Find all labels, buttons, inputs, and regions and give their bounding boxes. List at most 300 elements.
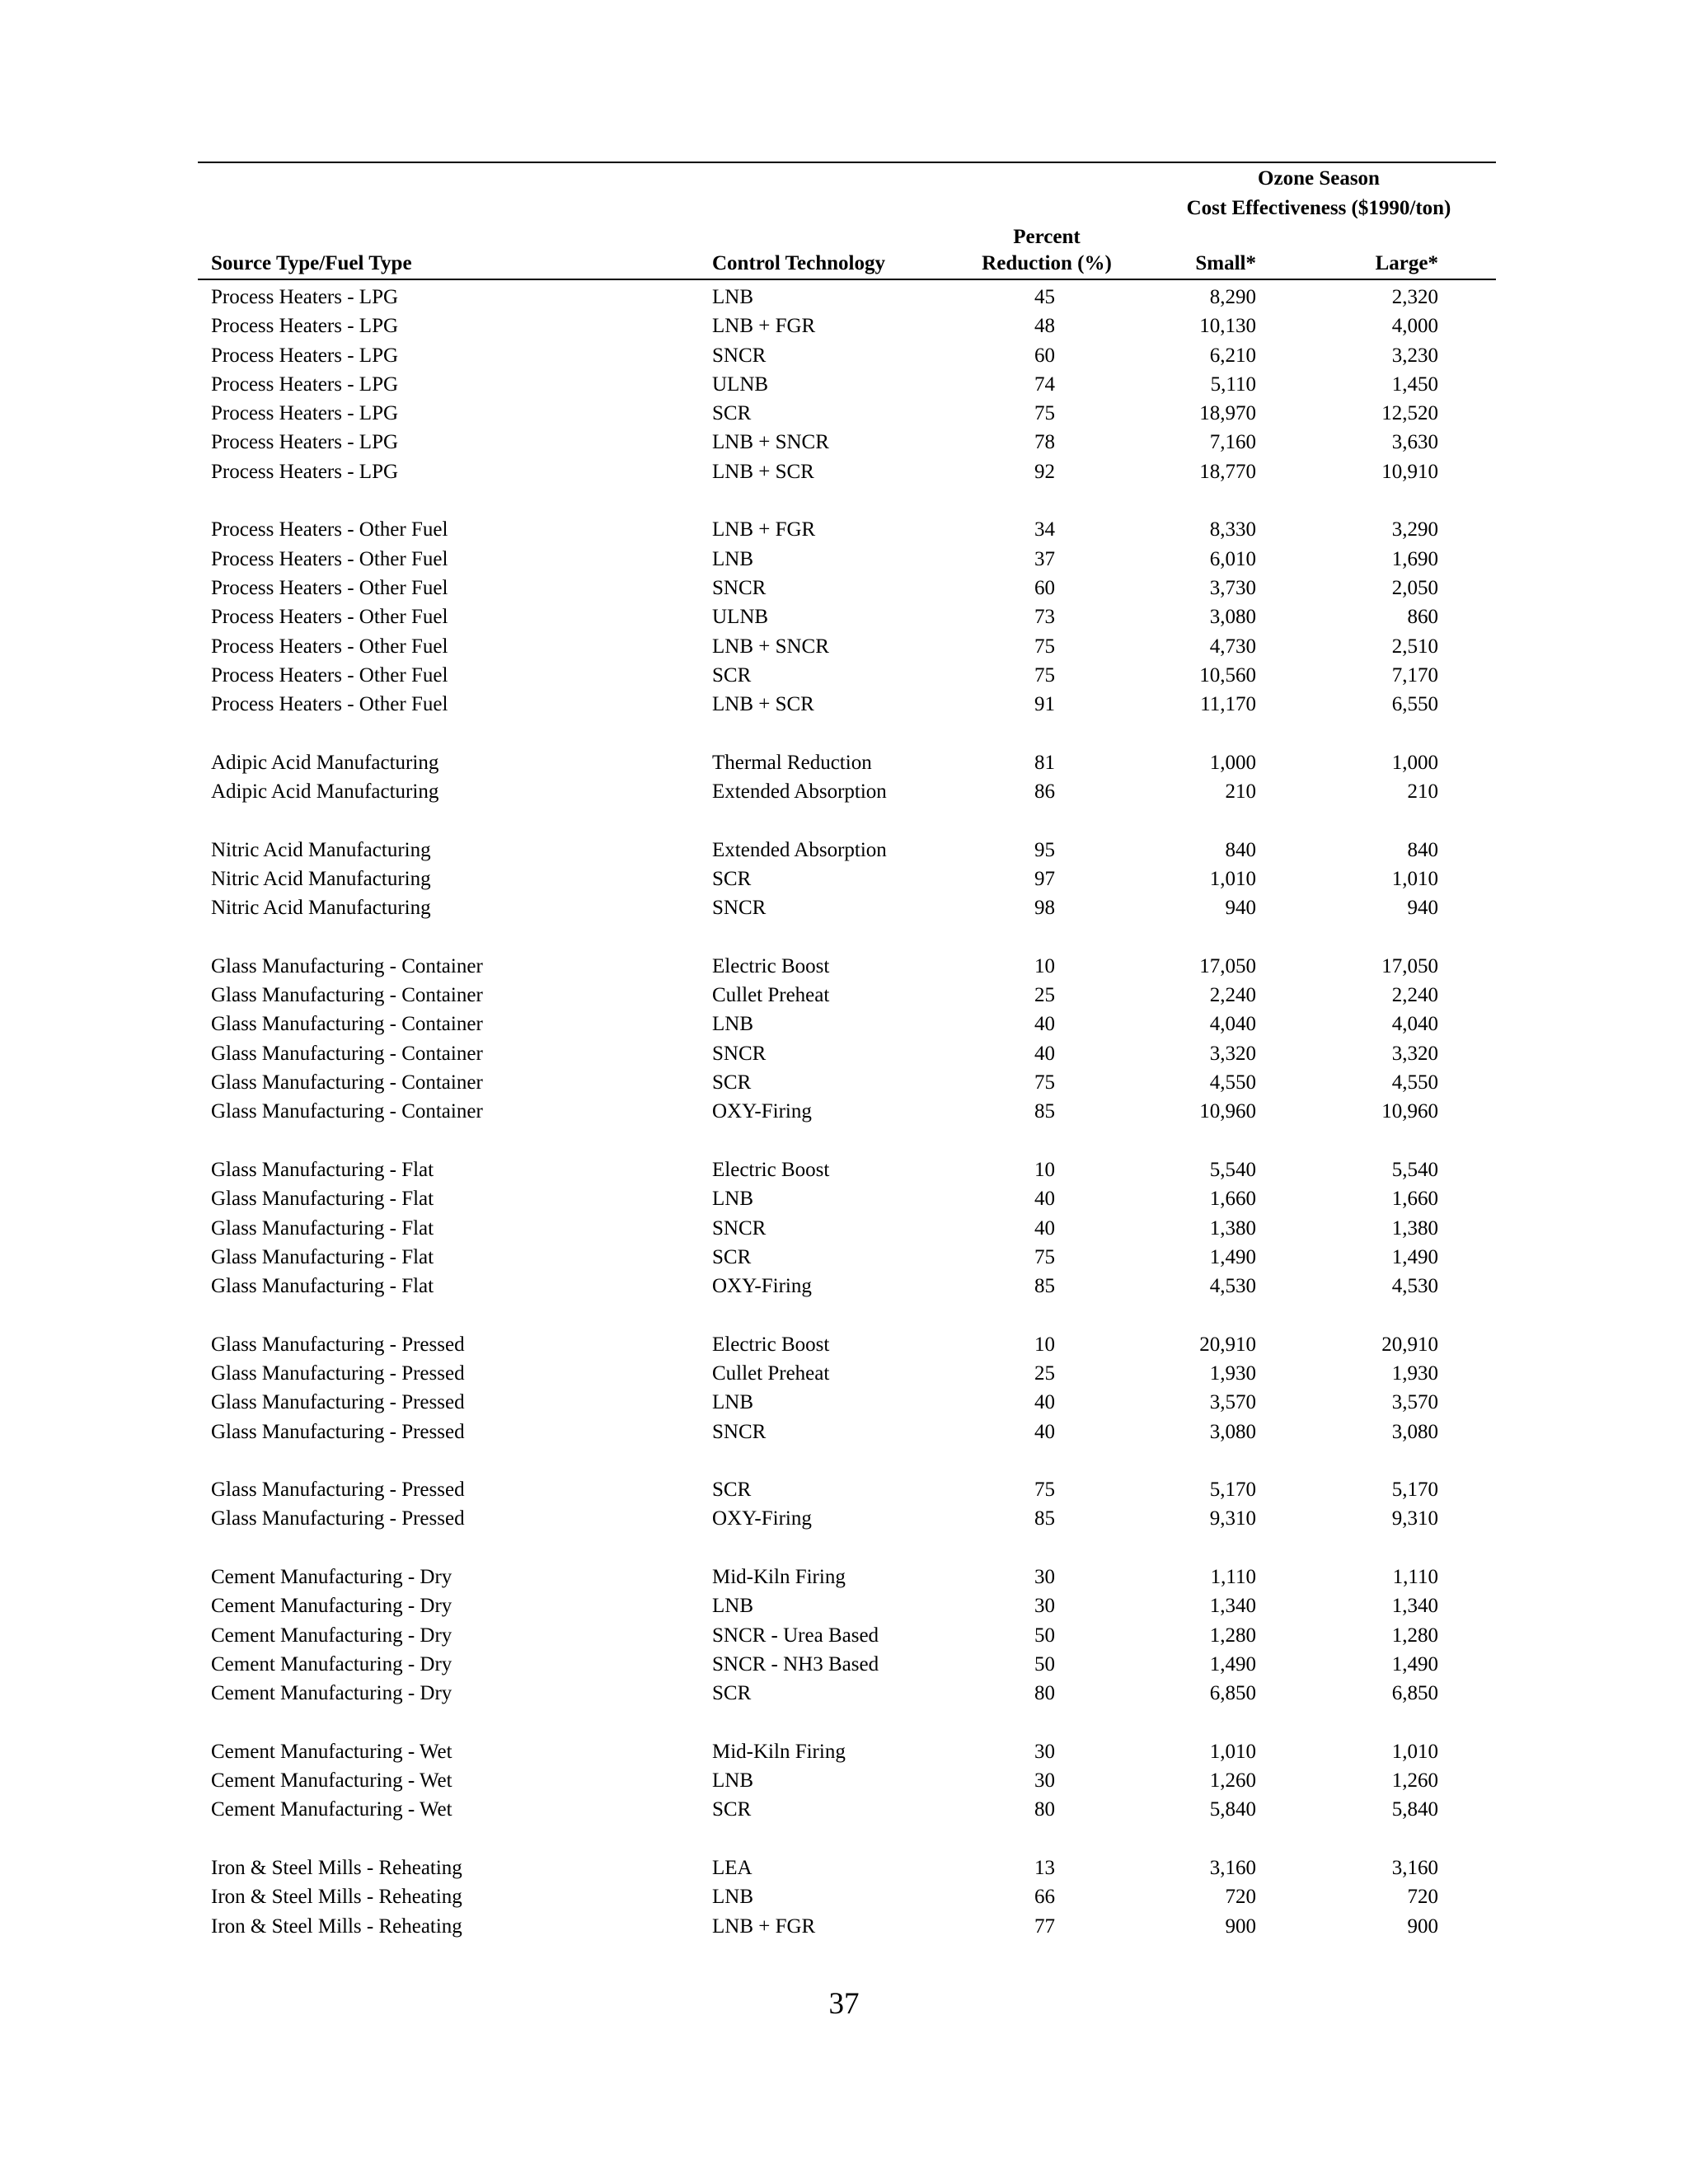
table-row [0, 1155, 1688, 1184]
percent-reduction-cell: 10 [1034, 1158, 1055, 1181]
large-cost-cell: 1,280 [1391, 1624, 1438, 1647]
small-cost-cell: 2,240 [1209, 984, 1256, 1007]
source-cell: Glass Manufacturing - Flat [211, 1245, 434, 1268]
control-technology-cell: Cullet Preheat [712, 1361, 830, 1385]
control-technology-cell: Thermal Reduction [712, 751, 872, 774]
percent-reduction-cell: 37 [1034, 547, 1055, 570]
large-cost-cell: 3,320 [1391, 1042, 1438, 1065]
large-cost-cell: 1,490 [1391, 1652, 1438, 1675]
small-header: Small* [1195, 252, 1256, 274]
control-technology-header: Control Technology [712, 252, 885, 274]
large-cost-cell: 4,530 [1391, 1275, 1438, 1298]
large-header: Large* [1375, 252, 1438, 274]
group-spacer [0, 1301, 1688, 1329]
table-row [0, 1504, 1688, 1533]
table-row [0, 602, 1688, 631]
source-cell: Glass Manufacturing - Flat [211, 1216, 434, 1240]
small-cost-cell: 900 [1225, 1915, 1256, 1938]
large-cost-cell: 5,540 [1391, 1158, 1438, 1181]
source-cell: Adipic Acid Manufacturing [211, 780, 439, 804]
percent-reduction-cell: 25 [1034, 1361, 1055, 1385]
control-technology-cell: LNB + FGR [712, 518, 816, 541]
small-cost-cell: 11,170 [1200, 693, 1256, 716]
control-technology-cell: Electric Boost [712, 1333, 830, 1356]
percent-reduction-cell: 40 [1034, 1042, 1055, 1065]
table-row [0, 1418, 1688, 1446]
small-cost-cell: 8,290 [1209, 286, 1256, 308]
control-technology-cell: SCR [712, 1798, 752, 1821]
small-cost-cell: 10,960 [1199, 1100, 1256, 1123]
control-technology-cell: LNB [712, 1886, 753, 1909]
small-cost-cell: 1,490 [1209, 1652, 1256, 1675]
control-technology-cell: LNB [712, 1013, 753, 1036]
percent-reduction-cell: 10 [1034, 1333, 1055, 1356]
small-cost-cell: 5,170 [1209, 1479, 1256, 1502]
control-technology-cell: SNCR [712, 576, 767, 599]
percent-reduction-cell: 40 [1034, 1216, 1055, 1240]
large-cost-cell: 1,010 [1391, 1740, 1438, 1763]
table-row [0, 574, 1688, 602]
small-cost-cell: 18,770 [1199, 460, 1256, 483]
percent-reduction-cell: 34 [1034, 518, 1055, 541]
table-row [0, 836, 1688, 865]
percent-reduction-cell: 30 [1034, 1566, 1055, 1589]
large-cost-cell: 10,910 [1381, 460, 1438, 483]
source-cell: Glass Manufacturing - Container [211, 1100, 483, 1123]
source-cell: Cement Manufacturing - Wet [211, 1740, 452, 1763]
small-cost-cell: 1,490 [1209, 1245, 1256, 1268]
control-technology-cell: LNB [712, 1188, 753, 1211]
control-technology-cell: OXY-Firing [712, 1275, 812, 1298]
large-cost-cell: 4,000 [1391, 315, 1438, 338]
large-cost-cell: 3,630 [1391, 431, 1438, 454]
small-cost-cell: 5,110 [1210, 373, 1256, 396]
percent-reduction-cell: 80 [1034, 1682, 1055, 1705]
control-technology-cell: OXY-Firing [712, 1507, 812, 1530]
source-cell: Process Heaters - LPG [211, 460, 399, 483]
small-cost-cell: 6,010 [1209, 547, 1256, 570]
large-cost-cell: 3,160 [1391, 1857, 1438, 1880]
percent-reduction-cell: 30 [1034, 1595, 1055, 1618]
small-cost-cell: 3,160 [1209, 1857, 1256, 1880]
large-cost-cell: 6,550 [1391, 693, 1438, 716]
large-cost-cell: 2,050 [1391, 576, 1438, 599]
small-cost-cell: 3,320 [1209, 1042, 1256, 1065]
control-technology-cell: Electric Boost [712, 954, 830, 977]
cost-effectiveness-header: Cost Effectiveness ($1990/ton) [1186, 197, 1451, 219]
control-technology-cell: LNB + FGR [712, 315, 816, 338]
large-cost-cell: 6,850 [1391, 1682, 1438, 1705]
small-cost-cell: 1,930 [1209, 1361, 1256, 1385]
source-cell: Process Heaters - Other Fuel [211, 606, 448, 629]
table-row [0, 370, 1688, 399]
group-spacer [0, 1127, 1688, 1155]
small-cost-cell: 4,730 [1209, 635, 1256, 658]
large-cost-cell: 5,840 [1391, 1798, 1438, 1821]
small-cost-cell: 17,050 [1199, 954, 1256, 977]
source-cell: Process Heaters - LPG [211, 402, 399, 425]
percent-reduction-cell: 78 [1034, 431, 1055, 454]
source-cell: Cement Manufacturing - Dry [211, 1566, 452, 1589]
percent-reduction-cell: 92 [1034, 460, 1055, 483]
large-cost-cell: 3,570 [1391, 1391, 1438, 1414]
control-technology-cell: LNB + SNCR [712, 635, 829, 658]
source-cell: Process Heaters - LPG [211, 431, 399, 454]
percent-reduction-cell: 85 [1034, 1275, 1055, 1298]
percent-reduction-cell: 73 [1034, 606, 1055, 629]
source-cell: Process Heaters - Other Fuel [211, 547, 448, 570]
control-technology-cell: SCR [712, 1479, 752, 1502]
percent-reduction-cell: 81 [1034, 751, 1055, 774]
source-cell: Glass Manufacturing - Container [211, 1013, 483, 1036]
table-row [0, 341, 1688, 370]
small-cost-cell: 10,560 [1199, 663, 1256, 687]
source-cell: Process Heaters - LPG [211, 315, 399, 338]
table-row [0, 1882, 1688, 1911]
header-rule [198, 279, 1496, 280]
group-spacer [0, 486, 1688, 515]
table-row [0, 457, 1688, 486]
large-cost-cell: 2,240 [1391, 984, 1438, 1007]
small-cost-cell: 1,010 [1209, 1740, 1256, 1763]
percent-reduction-cell: 91 [1034, 693, 1055, 716]
small-cost-cell: 1,010 [1209, 867, 1256, 890]
control-technology-cell: ULNB [712, 606, 769, 629]
table-row [0, 981, 1688, 1010]
percent-reduction-cell: 75 [1034, 1071, 1055, 1094]
source-cell: Glass Manufacturing - Pressed [211, 1420, 465, 1443]
control-technology-cell: SNCR [712, 1216, 767, 1240]
large-cost-cell: 1,000 [1391, 751, 1438, 774]
large-cost-cell: 1,490 [1391, 1245, 1438, 1268]
table-row [0, 1475, 1688, 1504]
control-technology-cell: Mid-Kiln Firing [712, 1566, 846, 1589]
source-cell: Cement Manufacturing - Dry [211, 1624, 452, 1647]
small-cost-cell: 5,840 [1209, 1798, 1256, 1821]
group-spacer [0, 1708, 1688, 1737]
table-row [0, 1388, 1688, 1417]
table-row [0, 283, 1688, 312]
control-technology-cell: LNB [712, 547, 753, 570]
large-cost-cell: 20,910 [1381, 1333, 1438, 1356]
large-cost-cell: 3,290 [1391, 518, 1438, 541]
percent-reduction-cell: 50 [1034, 1652, 1055, 1675]
source-cell: Glass Manufacturing - Pressed [211, 1391, 465, 1414]
source-cell: Iron & Steel Mills - Reheating [211, 1886, 462, 1909]
small-cost-cell: 3,570 [1209, 1391, 1256, 1414]
table-row [0, 748, 1688, 777]
percent-reduction-cell: 80 [1034, 1798, 1055, 1821]
large-cost-cell: 2,320 [1391, 286, 1438, 308]
source-cell: Nitric Acid Manufacturing [211, 838, 431, 861]
control-technology-cell: Mid-Kiln Firing [712, 1740, 846, 1763]
group-spacer [0, 923, 1688, 952]
table-body [0, 283, 1688, 1941]
percent-reduction-cell: 75 [1034, 1245, 1055, 1268]
table-row [0, 1912, 1688, 1941]
source-cell: Glass Manufacturing - Pressed [211, 1361, 465, 1385]
table-row [0, 1795, 1688, 1824]
source-cell: Iron & Steel Mills - Reheating [211, 1857, 462, 1880]
source-cell: Process Heaters - LPG [211, 373, 399, 396]
table-row [0, 1650, 1688, 1679]
source-cell: Glass Manufacturing - Pressed [211, 1333, 465, 1356]
table-row [0, 1737, 1688, 1766]
control-technology-cell: ULNB [712, 373, 769, 396]
percent-reduction-cell: 77 [1034, 1915, 1055, 1938]
control-technology-cell: SNCR [712, 344, 767, 367]
small-cost-cell: 1,660 [1209, 1188, 1256, 1211]
small-cost-cell: 5,540 [1209, 1158, 1256, 1181]
large-cost-cell: 3,230 [1391, 344, 1438, 367]
control-technology-cell: LEA [712, 1857, 753, 1880]
small-cost-cell: 1,000 [1209, 751, 1256, 774]
top-rule [198, 162, 1496, 163]
control-technology-cell: SCR [712, 1682, 752, 1705]
large-cost-cell: 9,310 [1391, 1507, 1438, 1530]
small-cost-cell: 7,160 [1209, 431, 1256, 454]
small-cost-cell: 3,080 [1209, 1420, 1256, 1443]
source-type-header: Source Type/Fuel Type [211, 252, 412, 274]
percent-reduction-cell: 40 [1034, 1188, 1055, 1211]
table-row [0, 893, 1688, 922]
small-cost-cell: 8,330 [1209, 518, 1256, 541]
percent-reduction-cell: 75 [1034, 635, 1055, 658]
table-row [0, 952, 1688, 981]
source-cell: Nitric Acid Manufacturing [211, 897, 431, 920]
percent-reduction-cell: 85 [1034, 1507, 1055, 1530]
page-number: 37 [828, 1987, 860, 2021]
large-cost-cell: 1,340 [1391, 1595, 1438, 1618]
small-cost-cell: 1,280 [1209, 1624, 1256, 1647]
large-cost-cell: 860 [1407, 606, 1438, 629]
small-cost-cell: 6,210 [1209, 344, 1256, 367]
table-row [0, 1330, 1688, 1359]
percent-reduction-cell: 60 [1034, 344, 1055, 367]
percent-reduction-cell: 50 [1034, 1624, 1055, 1647]
table-row [0, 1243, 1688, 1272]
small-cost-cell: 840 [1225, 838, 1256, 861]
control-technology-cell: SCR [712, 1071, 752, 1094]
large-cost-cell: 720 [1407, 1886, 1438, 1909]
table-row [0, 1184, 1688, 1213]
percent-reduction-cell: 98 [1034, 897, 1055, 920]
control-technology-cell: LNB [712, 1595, 753, 1618]
percent-reduction-cell: 30 [1034, 1740, 1055, 1763]
table-row [0, 1766, 1688, 1795]
group-spacer [0, 1825, 1688, 1854]
percent-reduction-cell: 75 [1034, 1479, 1055, 1502]
large-cost-cell: 1,110 [1392, 1566, 1438, 1589]
control-technology-cell: LNB [712, 1769, 753, 1793]
small-cost-cell: 6,850 [1209, 1682, 1256, 1705]
percent-reduction-cell: 40 [1034, 1391, 1055, 1414]
percent-header: Percent [1013, 226, 1081, 248]
table-row [0, 545, 1688, 574]
percent-reduction-cell: 48 [1034, 315, 1055, 338]
table-row [0, 1068, 1688, 1097]
percent-reduction-cell: 25 [1034, 984, 1055, 1007]
large-cost-cell: 1,450 [1391, 373, 1438, 396]
percent-reduction-cell: 97 [1034, 867, 1055, 890]
source-cell: Cement Manufacturing - Dry [211, 1652, 452, 1675]
control-technology-cell: Cullet Preheat [712, 984, 830, 1007]
source-cell: Process Heaters - Other Fuel [211, 693, 448, 716]
table-row [0, 399, 1688, 428]
table-row [0, 1591, 1688, 1620]
small-cost-cell: 10,130 [1199, 315, 1256, 338]
group-spacer [0, 806, 1688, 835]
control-technology-cell: SNCR - NH3 Based [712, 1652, 879, 1675]
large-cost-cell: 1,380 [1391, 1216, 1438, 1240]
source-cell: Glass Manufacturing - Flat [211, 1158, 434, 1181]
control-technology-cell: Extended Absorption [712, 838, 887, 861]
control-technology-cell: SNCR [712, 1042, 767, 1065]
percent-reduction-cell: 60 [1034, 576, 1055, 599]
group-spacer [0, 719, 1688, 748]
control-technology-cell: LNB [712, 286, 753, 308]
percent-reduction-cell: 75 [1034, 663, 1055, 687]
source-cell: Cement Manufacturing - Wet [211, 1769, 452, 1793]
table-row [0, 632, 1688, 661]
source-cell: Glass Manufacturing - Flat [211, 1275, 434, 1298]
table-row [0, 1272, 1688, 1301]
source-cell: Glass Manufacturing - Pressed [211, 1507, 465, 1530]
control-technology-cell: LNB + SCR [712, 460, 814, 483]
source-cell: Glass Manufacturing - Pressed [211, 1479, 465, 1502]
control-technology-cell: OXY-Firing [712, 1100, 812, 1123]
table-row [0, 1214, 1688, 1243]
large-cost-cell: 1,660 [1391, 1188, 1438, 1211]
source-cell: Process Heaters - LPG [211, 344, 399, 367]
large-cost-cell: 900 [1407, 1915, 1438, 1938]
source-cell: Process Heaters - Other Fuel [211, 635, 448, 658]
percent-reduction-cell: 45 [1034, 286, 1055, 308]
percent-reduction-cell: 66 [1034, 1886, 1055, 1909]
table-row [0, 865, 1688, 893]
small-cost-cell: 210 [1225, 780, 1256, 804]
control-technology-cell: SCR [712, 867, 752, 890]
source-cell: Process Heaters - Other Fuel [211, 576, 448, 599]
large-cost-cell: 4,550 [1391, 1071, 1438, 1094]
ozone-season-header: Ozone Season [1258, 167, 1380, 190]
table-row [0, 1854, 1688, 1882]
source-cell: Process Heaters - Other Fuel [211, 663, 448, 687]
percent-reduction-cell: 75 [1034, 402, 1055, 425]
source-cell: Glass Manufacturing - Flat [211, 1188, 434, 1211]
table-row [0, 1621, 1688, 1650]
reduction-header: Reduction (%) [982, 252, 1112, 274]
table-row [0, 777, 1688, 806]
table-row [0, 1679, 1688, 1708]
source-cell: Process Heaters - LPG [211, 286, 399, 308]
control-technology-cell: LNB + SCR [712, 693, 814, 716]
small-cost-cell: 9,310 [1209, 1507, 1256, 1530]
source-cell: Glass Manufacturing - Container [211, 954, 483, 977]
group-spacer [0, 1534, 1688, 1563]
small-cost-cell: 4,530 [1209, 1275, 1256, 1298]
percent-reduction-cell: 40 [1034, 1013, 1055, 1036]
small-cost-cell: 4,040 [1209, 1013, 1256, 1036]
large-cost-cell: 17,050 [1381, 954, 1438, 977]
large-cost-cell: 1,260 [1391, 1769, 1438, 1793]
percent-reduction-cell: 13 [1034, 1857, 1055, 1880]
source-cell: Nitric Acid Manufacturing [211, 867, 431, 890]
control-technology-cell: LNB + FGR [712, 1915, 816, 1938]
percent-reduction-cell: 30 [1034, 1769, 1055, 1793]
table-row [0, 312, 1688, 340]
percent-reduction-cell: 85 [1034, 1100, 1055, 1123]
large-cost-cell: 12,520 [1381, 402, 1438, 425]
source-cell: Cement Manufacturing - Dry [211, 1682, 452, 1705]
table-row [0, 1359, 1688, 1388]
large-cost-cell: 940 [1407, 897, 1438, 920]
small-cost-cell: 1,110 [1210, 1566, 1256, 1589]
large-cost-cell: 7,170 [1391, 663, 1438, 687]
small-cost-cell: 1,380 [1209, 1216, 1256, 1240]
table-row [0, 1097, 1688, 1126]
small-cost-cell: 3,080 [1209, 606, 1256, 629]
control-technology-cell: SNCR [712, 1420, 767, 1443]
large-cost-cell: 1,010 [1391, 867, 1438, 890]
large-cost-cell: 3,080 [1391, 1420, 1438, 1443]
percent-reduction-cell: 95 [1034, 838, 1055, 861]
source-cell: Glass Manufacturing - Container [211, 1071, 483, 1094]
large-cost-cell: 2,510 [1391, 635, 1438, 658]
control-technology-cell: Extended Absorption [712, 780, 887, 804]
percent-reduction-cell: 10 [1034, 954, 1055, 977]
small-cost-cell: 1,340 [1209, 1595, 1256, 1618]
large-cost-cell: 4,040 [1391, 1013, 1438, 1036]
table-row [0, 1039, 1688, 1068]
control-technology-cell: SCR [712, 1245, 752, 1268]
large-cost-cell: 1,690 [1391, 547, 1438, 570]
group-spacer [0, 1446, 1688, 1475]
table-row [0, 690, 1688, 719]
small-cost-cell: 940 [1225, 897, 1256, 920]
control-technology-cell: LNB + SNCR [712, 431, 829, 454]
large-cost-cell: 5,170 [1391, 1479, 1438, 1502]
table-row [0, 1563, 1688, 1591]
table-row [0, 1010, 1688, 1038]
control-technology-cell: SCR [712, 402, 752, 425]
small-cost-cell: 18,970 [1199, 402, 1256, 425]
small-cost-cell: 3,730 [1209, 576, 1256, 599]
source-cell: Cement Manufacturing - Wet [211, 1798, 452, 1821]
control-technology-cell: LNB [712, 1391, 753, 1414]
large-cost-cell: 10,960 [1381, 1100, 1438, 1123]
control-technology-cell: Electric Boost [712, 1158, 830, 1181]
table-row [0, 661, 1688, 690]
small-cost-cell: 720 [1225, 1886, 1256, 1909]
percent-reduction-cell: 86 [1034, 780, 1055, 804]
source-cell: Glass Manufacturing - Container [211, 1042, 483, 1065]
source-cell: Glass Manufacturing - Container [211, 984, 483, 1007]
small-cost-cell: 4,550 [1209, 1071, 1256, 1094]
control-technology-cell: SNCR [712, 897, 767, 920]
control-technology-cell: SCR [712, 663, 752, 687]
percent-reduction-cell: 74 [1034, 373, 1055, 396]
table-row [0, 428, 1688, 457]
source-cell: Iron & Steel Mills - Reheating [211, 1915, 462, 1938]
large-cost-cell: 1,930 [1391, 1361, 1438, 1385]
small-cost-cell: 1,260 [1209, 1769, 1256, 1793]
large-cost-cell: 840 [1407, 838, 1438, 861]
source-cell: Cement Manufacturing - Dry [211, 1595, 452, 1618]
percent-reduction-cell: 40 [1034, 1420, 1055, 1443]
small-cost-cell: 20,910 [1199, 1333, 1256, 1356]
control-technology-cell: SNCR - Urea Based [712, 1624, 879, 1647]
